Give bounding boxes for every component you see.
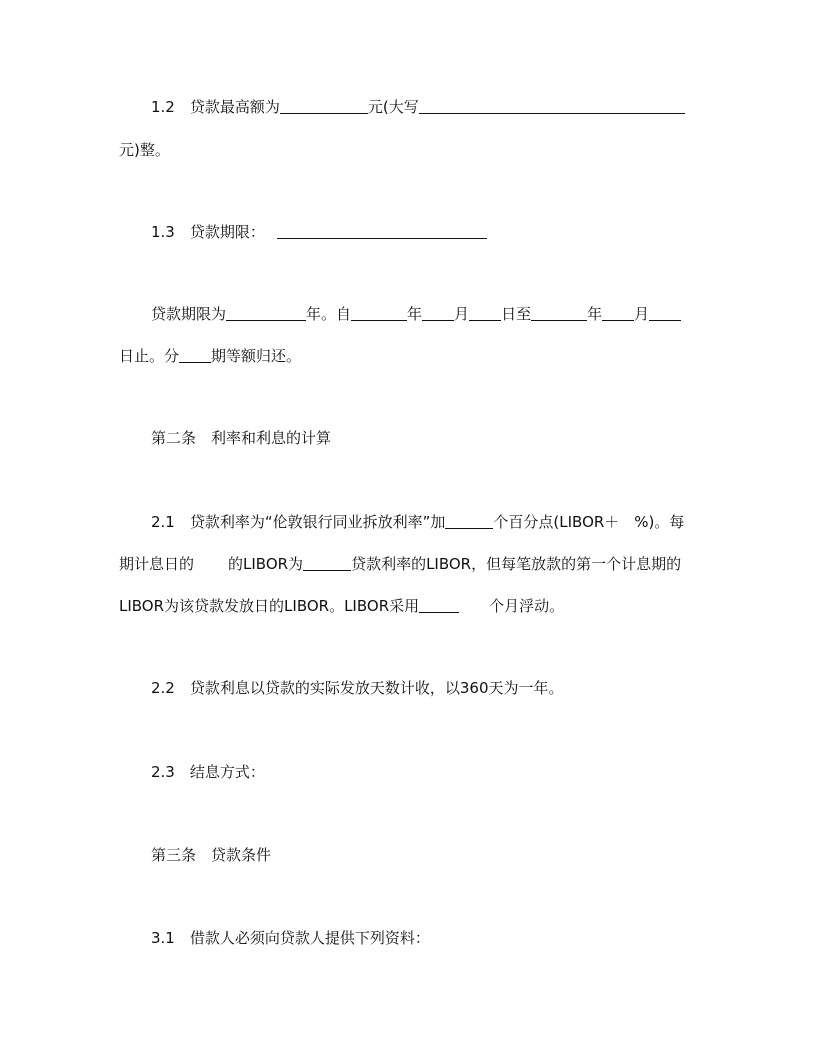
clause-2-1-text-1b: 个百分点(LIBOR＋ %)。每 (493, 513, 685, 531)
article-3-title (151, 845, 271, 865)
term-text-4: 月 (454, 305, 470, 323)
clause-2-1-text-3a: LIBOR为该贷款发放日的LIBOR。LIBOR采用 (119, 597, 420, 615)
start-day-blank (469, 304, 501, 321)
end-year-blank (531, 304, 587, 321)
loan-term-blank (277, 222, 487, 239)
clause-2-1-text-2b: 的LIBOR为 (228, 555, 304, 573)
clause-2-2-text: 2.2 贷款利息以贷款的实际发放天数计收，以360天为一年。 (151, 679, 564, 697)
term-text-1: 贷款期限为 (151, 305, 227, 323)
clause-1-3-line (151, 222, 487, 242)
clause-2-1-line-2 (119, 554, 681, 574)
clause-1-2-label: 1.2 贷款最高额为 (151, 98, 280, 116)
term-line-1 (151, 304, 681, 324)
clause-3-1 (151, 928, 430, 948)
article-2-title-text: 第二条 利率和利息的计算 (151, 429, 332, 447)
clause-1-3-label: 1.3 贷款期限： (151, 223, 265, 241)
clause-3-1-text: 3.1 借款人必须向贷款人提供下列资料： (151, 929, 430, 947)
clause-2-1-text-2c: 贷款利率的LIBOR，但每笔放款的第一个计息期的 (351, 555, 682, 573)
clause-2-3-text: 2.3 结息方式： (151, 763, 265, 781)
max-amount-blank (280, 97, 368, 114)
clause-2-1-text-2a: 期计息日的 (119, 555, 195, 573)
article-3-title-text: 第三条 贷款条件 (151, 846, 272, 864)
term-text-7: 月 (634, 305, 650, 323)
clause-1-2-line-2 (119, 140, 170, 160)
clause-1-2-text-b: 元)整。 (119, 141, 170, 159)
term-text-9: 期等额归还。 (211, 347, 302, 365)
clause-2-1-text-3b: 个月浮动。 (489, 597, 565, 615)
clause-1-2-line-1 (151, 97, 685, 117)
clause-2-1-line-1 (151, 512, 684, 532)
term-text-6: 年 (587, 305, 603, 323)
start-month-blank (422, 304, 454, 321)
end-day-blank (649, 304, 681, 321)
term-text-5: 日至 (501, 305, 532, 323)
clause-2-2 (151, 678, 564, 698)
libor-months-blank (419, 596, 459, 613)
end-month-blank (602, 304, 634, 321)
clause-2-1-line-3 (119, 596, 564, 616)
term-line-2 (119, 346, 301, 366)
clause-2-3 (151, 762, 265, 782)
term-text-2: 年。自 (306, 305, 352, 323)
term-text-8: 日止。分 (119, 347, 180, 365)
clause-2-1-text-1a: 2.1 贷款利率为“伦敦银行同业拆放利率”加 (151, 513, 446, 531)
installments-blank (179, 346, 211, 363)
libor-period-blank (303, 554, 351, 571)
clause-1-2-text-a: 元(大写 (367, 98, 419, 116)
start-year-blank (351, 304, 407, 321)
amount-in-words-blank (419, 97, 685, 114)
term-text-3: 年 (407, 305, 423, 323)
margin-points-blank (445, 512, 493, 529)
term-years-blank (226, 304, 306, 321)
article-2-title (151, 428, 331, 448)
